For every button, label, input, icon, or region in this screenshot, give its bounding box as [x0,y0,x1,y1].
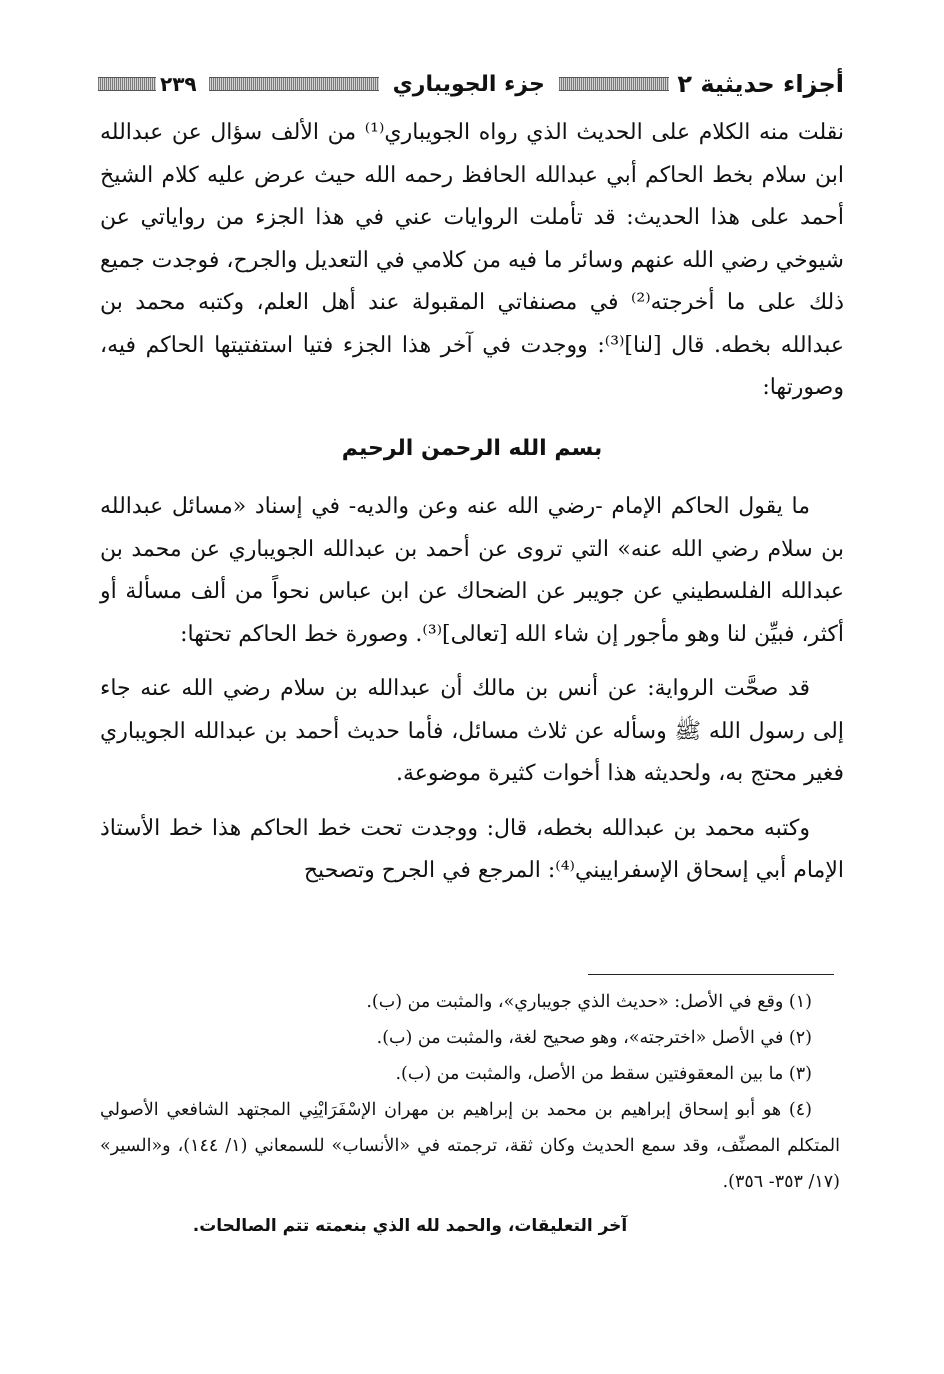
header-ornament-bar [209,77,379,91]
paragraph: وكتبه محمد بن عبدالله بخطه، قال: ووجدت تحت خط الحاكم هذا خط الأستاذ الإمام أبي إسحاق الإسفراييني⁽⁴⁾: المرجع في الجرح وتصحيح [100,815,844,883]
basmala-heading: بسم الله الرحمن الرحيم [341,435,603,461]
footnote: (٤) هو أبو إسحاق إبراهيم بن محمد بن إبراهيم بن مهران الإسْفَرَايْنِي المجتهد الشافعي الأصولي المتكلم المصنِّف، وقد سمع الحديث وكان ثقة، ترجمته في «الأنساب» للسمعاني (١/ ١٤٤)، و«السير» (١٧/ ٣٥٣- ٣٥٦). [100,1100,840,1192]
paragraph: قد صحَّت الرواية: عن أنس بن مالك أن عبدالله بن سلام رضي الله عنه جاء إلى رسول الله ﷺ وسأله عن ثلاث مسائل، فأما حديث أحمد بن عبدالله الجويباري فغير محتج به، ولحديثه هذا أخوات كثيرة موضوعة. [100,676,844,786]
footnote: (١) وقع في الأصل: «حديث الذي جويباري»، والمثبت من (ب). [366,992,812,1012]
footnote-separator [588,974,834,975]
part-title: جزء الجويباري [392,71,545,97]
paragraph: نقلت منه الكلام على الحديث الذي رواه الجويباري⁽¹⁾ من الألف سؤال عن عبدالله ابن سلام بخط الحاكم أبي عبدالله الحافظ رحمه الله حيث عرض عليه كلام الشيخ أحمد على هذا الحديث: قد تأملت الروايات عني في هذا الجزء من رواياتي عن شيوخي رضي الله عنهم وسائر ما فيه من كلامي في التعديل والجرح، فوجدت جميع ذلك على ما أخرجته⁽²⁾ في مصنفاتي المقبولة عند أهل العلم، وكتبه محمد بن عبدالله بخطه. قال [لنا]⁽³⁾: ووجدت في آخر هذا الجزء فتيا استفتيتها الحاكم فيه، وصورتها: [100,120,845,400]
header-ornament-bar [98,77,156,91]
footnotes [100,984,840,1244]
footnote: (٣) ما بين المعقوفتين سقط من الأصل، والمثبت من (ب). [395,1064,812,1084]
closing-line: آخر التعليقات، والحمد لله الذي بنعمته تتم الصالحات. [192,1216,628,1236]
footnote: (٢) في الأصل «اخترجته»، وهو صحيح لغة، والمثبت من (ب). [376,1028,812,1048]
running-header [98,62,844,106]
paragraph: ما يقول الحاكم الإمام -رضي الله عنه وعن والديه- في إسناد «مسائل عبدالله بن سلام رضي الله عنه» التي تروى عن أحمد بن عبدالله الجويباري عن محمد بن عبدالله الفلسطيني عن جويبر عن الضحاك عن ابن عباس نحواً من ألف مسألة أو أكثر، فبيِّن لنا وهو مأجور إن شاء الله [تعالى]⁽³⁾. وصورة خط الحاكم تحتها: [100,494,844,647]
series-title: أجزاء حديثية ٢ [677,70,844,98]
main-text [100,112,844,893]
header-ornament-bar [559,77,670,91]
page-number: ٢٣٩ [160,72,197,96]
